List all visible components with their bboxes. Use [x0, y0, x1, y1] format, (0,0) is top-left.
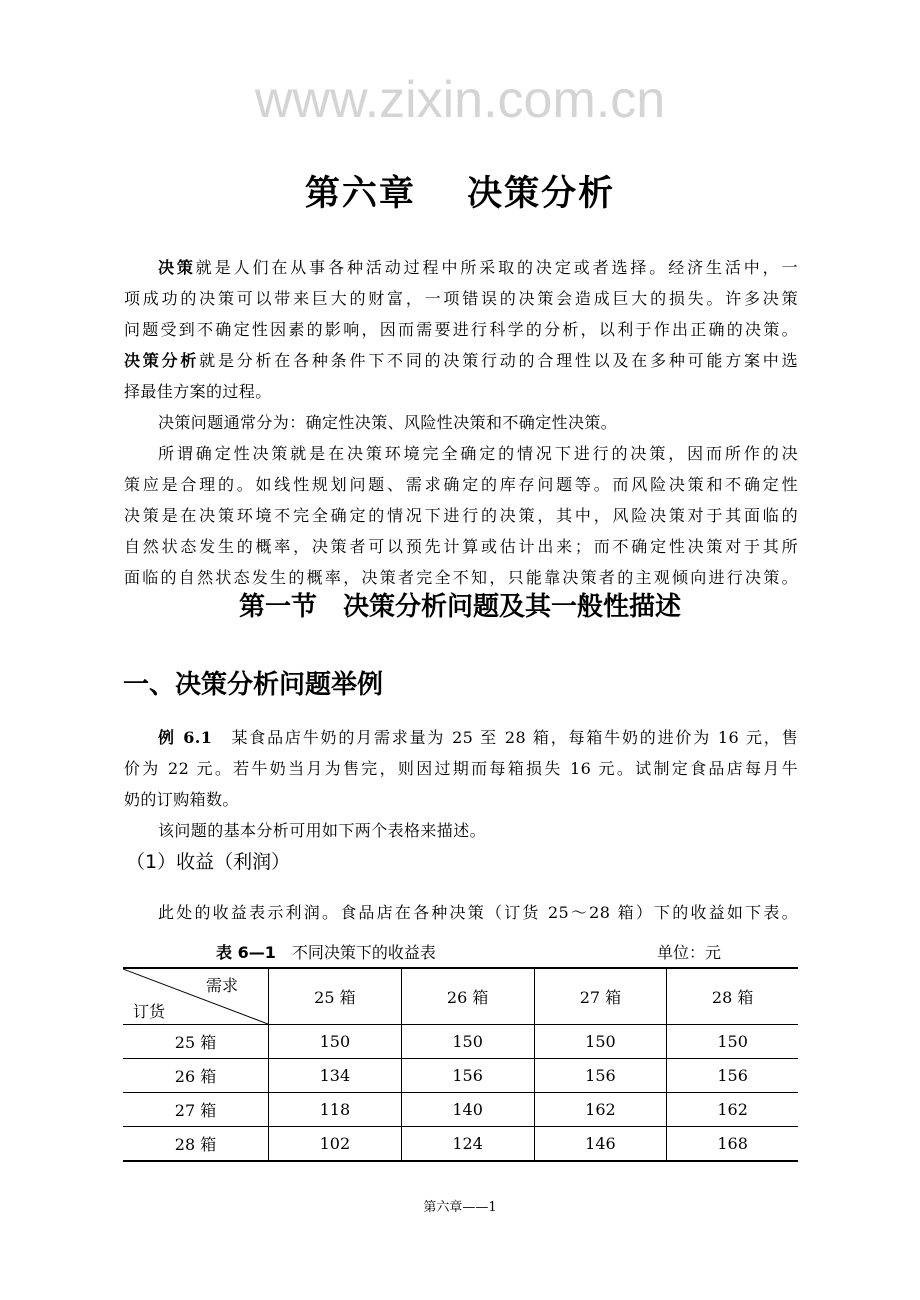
- cell: 156: [534, 1059, 667, 1093]
- cell: 162: [534, 1093, 667, 1127]
- example-followup: 该问题的基本分析可用如下两个表格来描述。: [158, 821, 487, 840]
- cell: 150: [401, 1025, 534, 1059]
- paragraph-line: 自然状态发生的概率，决策者可以预先计算或估计出来；而不确定性决策对于其所: [124, 537, 798, 556]
- paragraph-line: 所谓确定性决策就是在决策环境完全确定的情况下进行的决策，因而所作的决: [158, 444, 798, 463]
- cell: 156: [401, 1059, 534, 1093]
- paragraph-line: 决策就是人们在从事各种活动过程中所采取的决定或者选择。经济生活中，一: [158, 258, 798, 277]
- revenue-table: [123, 967, 798, 1162]
- paragraph-line: 决策分析就是分析在各种条件下不同的决策行动的合理性以及在多种可能方案中选: [124, 351, 798, 370]
- paragraph-line: 面临的自然状态发生的概率，决策者完全不知，只能靠决策者的主观倾向进行决策。: [124, 568, 798, 587]
- page-footer: 第六章——1: [423, 1200, 497, 1215]
- cell: 168: [667, 1127, 798, 1162]
- watermark: www.zixin.com.cn: [254, 71, 666, 129]
- cell: 124: [401, 1127, 534, 1162]
- row-label: 25 箱: [123, 1025, 269, 1059]
- table-row: [123, 1093, 798, 1127]
- row-label: 26 箱: [123, 1059, 269, 1093]
- item-text: 此处的收益表示利润。食品店在各种决策（订货 25～28 箱）下的收益如下表。: [158, 903, 798, 922]
- cell: 146: [534, 1127, 667, 1162]
- cell: 156: [667, 1059, 798, 1093]
- cell: 162: [667, 1093, 798, 1127]
- column-header: 27 箱: [534, 968, 667, 1025]
- paragraph-line: 决策问题通常分为：确定性决策、风险性决策和不确定性决策。: [158, 413, 618, 432]
- subsection-title: 一、决策分析问题举例: [123, 670, 384, 700]
- example-line: 奶的订购箱数。: [124, 790, 239, 809]
- paragraph-line: 决策是在决策环境不完全确定的情况下进行的决策，其中，风险决策对于其面临的: [124, 506, 798, 525]
- table-row: [123, 1025, 798, 1059]
- table-row: [123, 1059, 798, 1093]
- paragraph-line: 项成功的决策可以带来巨大的财富，一项错误的决策会造成巨大的损失。许多决策: [124, 289, 798, 308]
- row-label: 28 箱: [123, 1127, 269, 1162]
- cell: 140: [401, 1093, 534, 1127]
- cell: 150: [269, 1025, 402, 1059]
- column-header: 28 箱: [667, 968, 798, 1025]
- chapter-title: 第六章 决策分析: [304, 174, 616, 214]
- corner-cell: [123, 968, 269, 1025]
- table-caption: 表 6—1 不同决策下的收益表: [216, 943, 436, 962]
- paragraph-line: 择最佳方案的过程。: [124, 382, 272, 401]
- section-title: 第一节 决策分析问题及其一般性描述: [238, 592, 681, 622]
- cell: 150: [534, 1025, 667, 1059]
- corner-demand-label: 需求: [205, 976, 238, 995]
- corner-order-label: 订货: [133, 1002, 166, 1021]
- table-row: [123, 1127, 798, 1162]
- cell: 118: [269, 1093, 402, 1127]
- example-line: 例 6.1 某食品店牛奶的月需求量为 25 至 28 箱，每箱牛奶的进价为 16 元，售: [158, 728, 799, 747]
- table-header-row: [123, 968, 798, 1025]
- item-heading: （1）收益（利润）: [126, 851, 291, 873]
- paragraph-line: 问题受到不确定性因素的影响，因而需要进行科学的分析，以利于作出正确的决策。: [124, 320, 798, 339]
- row-label: 27 箱: [123, 1093, 269, 1127]
- cell: 134: [269, 1059, 402, 1093]
- column-header: 26 箱: [401, 968, 534, 1025]
- paragraph-line: 策应是合理的。如线性规划问题、需求确定的库存问题等。而风险决策和不确定性: [124, 475, 798, 494]
- cell: 102: [269, 1127, 402, 1162]
- example-line: 价为 22 元。若牛奶当月为售完，则因过期而每箱损失 16 元。试制定食品店每月牛: [124, 759, 798, 778]
- cell: 150: [667, 1025, 798, 1059]
- column-header: 25 箱: [269, 968, 402, 1025]
- table-unit: 单位：元: [657, 943, 722, 962]
